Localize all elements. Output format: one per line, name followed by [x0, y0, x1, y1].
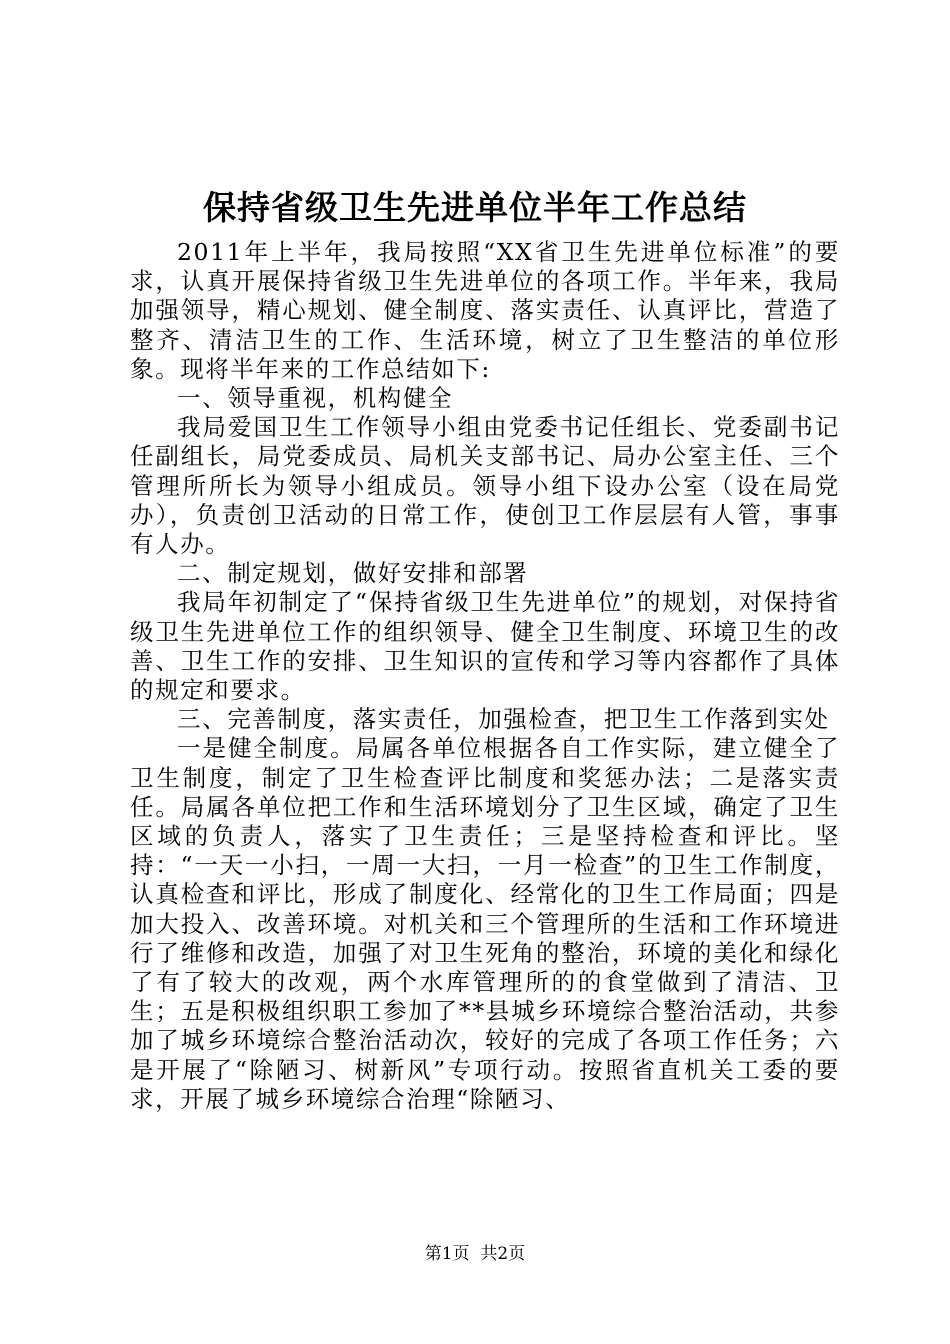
section-heading-2: 二、制定规划，做好安排和部署 — [177, 559, 529, 588]
intro-paragraph: 2011年上半年，我局按照“XX省卫生先进单位标准”的要求，认真开展保持省级卫生先进单位的各项工作。半年来，我局加强领导，精心规划、健全制度、落实责任、认真评比，营造了整齐、清洁卫生的工作、生活环境，树立了卫生整洁的单位形象。现将半年来的工作总结如下: — [130, 238, 840, 383]
section-1-paragraph: 我局爱国卫生工作领导小组由党委书记任组长、党委副书记任副组长，局党委成员、局机关支部书记、局办公室主任、三个管理所所长为领导小组成员。领导小组下设办公室（设在局党办），负责创卫活动的日常工作，使创卫工作层层有人管，事事有人办。 — [130, 413, 840, 559]
section-heading-3: 三、完善制度，落实责任，加强检查，把卫生工作落到实处 — [177, 705, 830, 734]
section-heading-1: 一、领导重视，机构健全 — [177, 384, 454, 413]
section-3-paragraph: 一是健全制度。局属各单位根据各自工作实际，建立健全了卫生制度，制定了卫生检查评比制度和奖惩办法；二是落实责任。局属各单位把工作和生活环境划分了卫生区域，确定了卫生区域的负责人，落实了卫生责任；三是坚持检查和评比。坚持：“一天一小扫，一周一大扫，一月一检查”的卫生工作制度，认真检查和评比，形成了制度化、经常化的卫生工作局面；四是加大投入、改善环境。对机关和三个管理所的生活和工作环境进行了维修和改造，加强了对卫生死角的整治，环境的美化和绿化了有了较大的改观，两个水库管理所的的食堂做到了清洁、卫生；五是积极组织职工参加了**县城乡环境综合整治活动，共参加了城乡环境综合整治活动次，较好的完成了各项工作任务；六是开展了“除陋习、树新风”专项行动。按照省直机关工委的要求，开展了城乡环境综合治理“除陋习、 — [130, 734, 840, 1113]
section-2-paragraph: 我局年初制定了“保持省级卫生先进单位”的规划，对保持省级卫生先进单位工作的组织领导、健全卫生制度、环境卫生的改善、卫生工作的安排、卫生知识的宣传和学习等内容都作了具体的规定和要求。 — [130, 588, 840, 705]
document-body — [130, 238, 840, 1114]
page-number: 第1页 共2页 — [424, 1244, 526, 1264]
document-title: 保持省级卫生先进单位半年工作总结 — [203, 188, 747, 227]
